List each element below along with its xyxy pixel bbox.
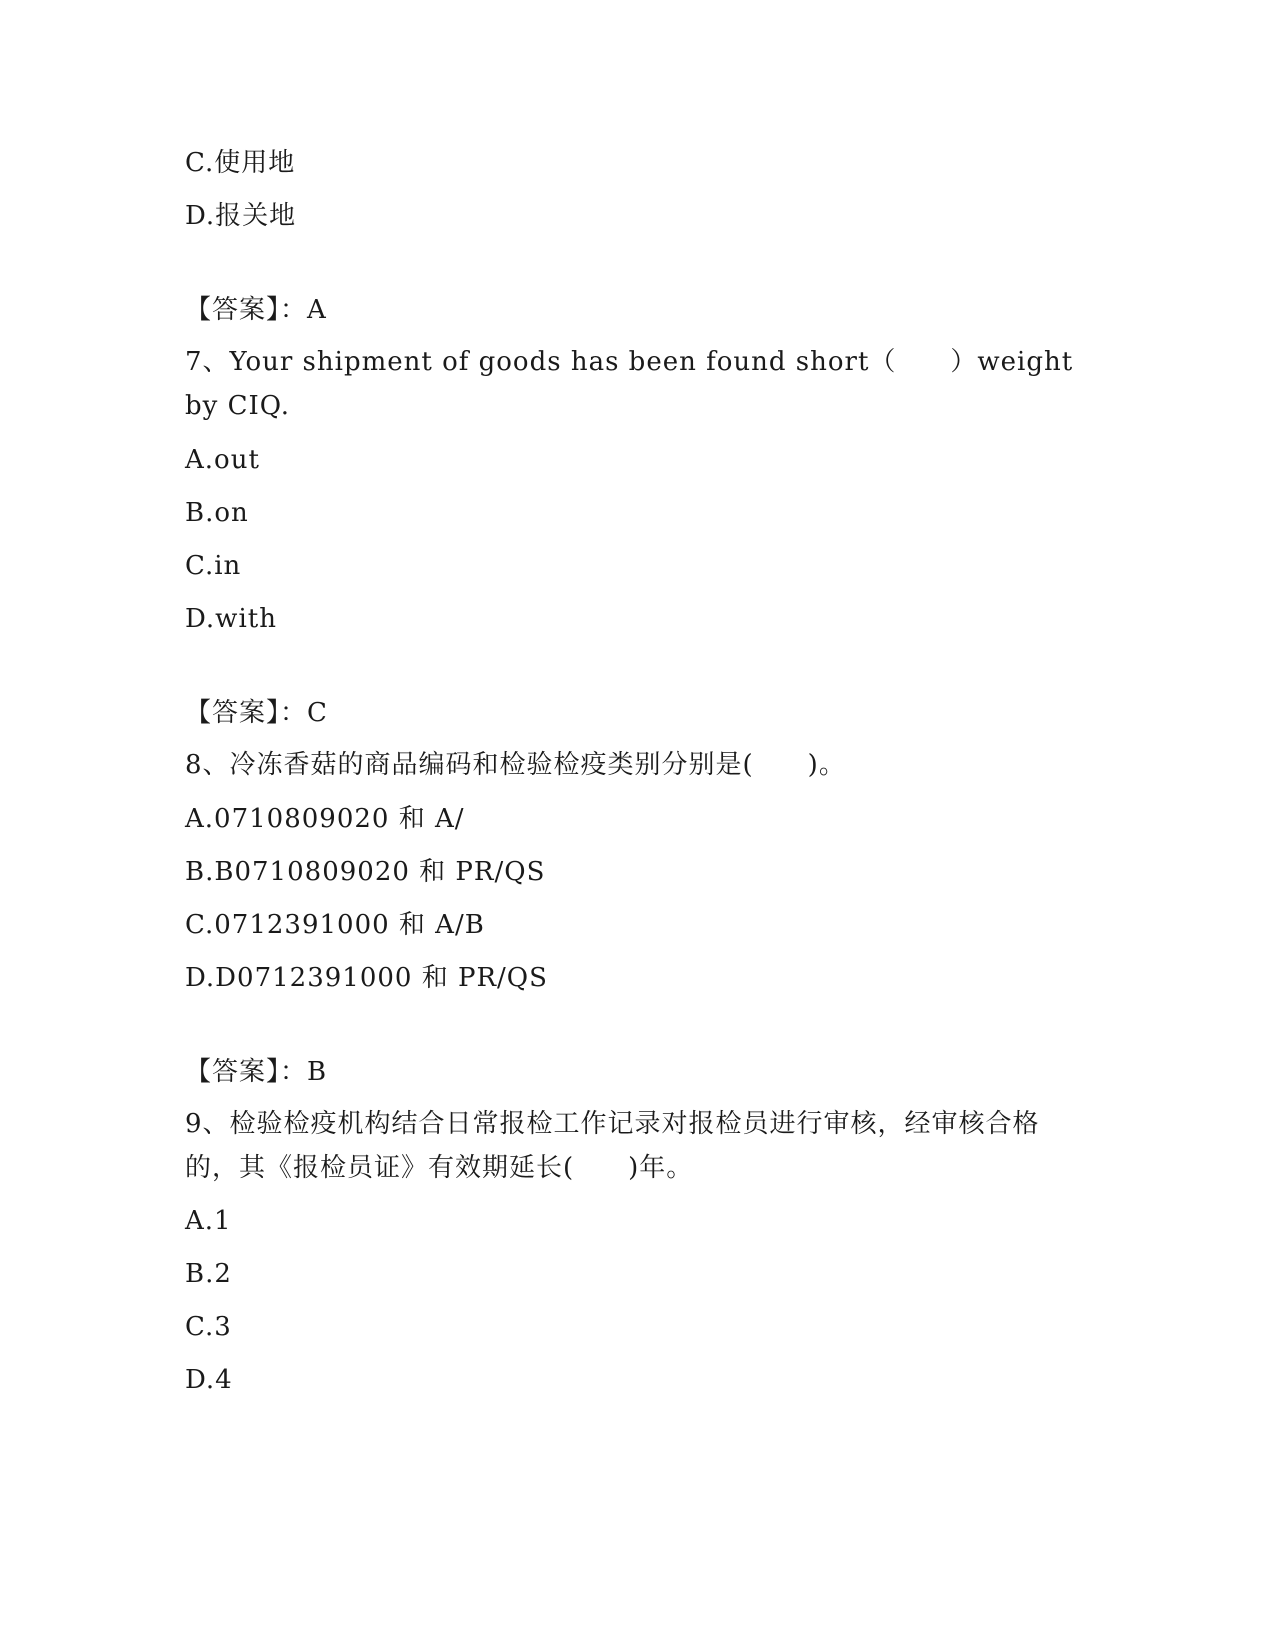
q8-option-a: A.0710809020 和 A/: [185, 804, 465, 834]
q9-option-b: B.2: [185, 1259, 232, 1289]
q7-option-a: A.out: [185, 445, 260, 475]
q8-stem: 8、冷冻香菇的商品编码和检验检疫类别分别是( )。: [185, 750, 846, 780]
q8-answer: 【答案】：B: [185, 1057, 328, 1087]
q7-option-b: B.on: [185, 498, 249, 528]
q7-option-c: C.in: [185, 551, 242, 581]
q9-option-c: C.3: [185, 1312, 232, 1342]
q9-option-a: A.1: [185, 1206, 232, 1236]
q7-option-d: D.with: [185, 604, 277, 634]
q9-stem: 9、检验检疫机构结合日常报检工作记录对报检员进行审核，经审核合格的，其《报检员证》有效期延长( )年。: [185, 1109, 1040, 1183]
q8-option-b: B.B0710809020 和 PR/QS: [185, 857, 546, 887]
q7-answer: 【答案】：C: [185, 698, 328, 728]
q6-answer: 【答案】：A: [185, 295, 327, 325]
q6-option-d: D.报关地: [185, 201, 297, 231]
q7-stem: 7、Your shipment of goods has been found short（ ）weight by CIQ.: [185, 347, 1074, 421]
q8-option-d: D.D0712391000 和 PR/QS: [185, 963, 548, 993]
q8-option-c: C.0712391000 和 A/B: [185, 910, 485, 940]
q9-option-d: D.4: [185, 1365, 233, 1395]
q6-option-c: C.使用地: [185, 148, 296, 178]
